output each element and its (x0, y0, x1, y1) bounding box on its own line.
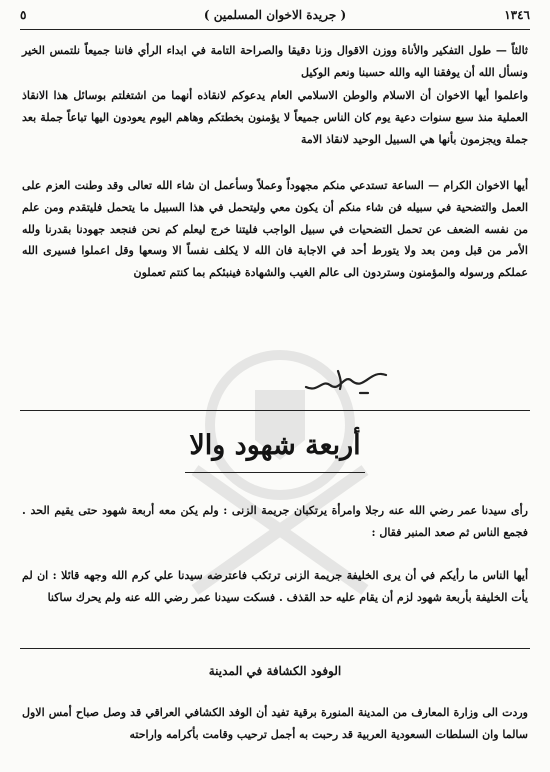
article2-paragraph-1: رأى سيدنا عمر رضي الله عنه رجلا وامرأة يرتكبان جريمة الزنى : ولم يكن معه أربعة شهود حتى يقيم الحد . فجمع الناس ثم صعد المنبر فقال : (22, 504, 528, 539)
signature-hassan-al-banna (300, 363, 390, 399)
header-rule (20, 29, 530, 30)
article1-paragraph-3: أيها الاخوان الكرام — الساعة تستدعي منكم مجهوداً وعملاً وسأعمل ان شاء الله تعالى وقد وطنت العزم على العمل والتضحية في سبيله فن شاء منكم أن يكون معي وليتحمل في هذا السبيل ما يتحمل فليتقدم ومن علم من نفسه الضعف عن تحمل التضحيات في سبيل الواجب فليتنا خرج ليعلم كم نحن فنجعد جهودنا بقدرنا ولله الأمر من قبل ومن بعد ولا يتورط أحد في الاجابة فان الله لا يكلف نفساً الا وسعها وقل اعملوا فسيرى الله عملكم ورسوله والمؤمنون وستردون الى عالم الغيب والشهادة فينبئكم بما كنتم تعملون (22, 179, 528, 280)
article3-paragraph-1: وردت الى وزارة المعارف من المدينة المنورة برقية تفيد أن الوفد الكشافي العراقي قد وصل صباح أمس الاول سالما وان السلطات السعودية العربية قد رحبت به أجمل ترحيب وقامت بأكرامه واراحته (22, 706, 528, 741)
section-divider-2 (20, 648, 530, 649)
article3-title: الوفود الكشافة في المدينة (208, 664, 342, 678)
header-page-number: ٥ (20, 8, 27, 22)
article2-title-underline (185, 472, 365, 473)
header-newspaper-title: ( جريدة الاخوان المسلمين ) (203, 8, 347, 22)
section-divider (20, 410, 530, 411)
header-year: ١٣٤٦ (504, 8, 530, 22)
article2-paragraph-2: أيها الناس ما رأيكم في أن يرى الخليفة جريمة الزنى ترتكب فاعترضه سيدنا علي كرم الله وجهه قائلا : ان لم يأت الخليفة بأربعة شهود لزم أن يقام عليه حد القذف . فسكت سيدنا عمر رضي الله عنه ولم يحرك ساكنا (22, 569, 528, 604)
article1-paragraph-2: واعلموا أيها الاخوان أن الاسلام والوطن الاسلامي العام يدعوكم لانقاذه أنهما من اشتغلتم بوسائل هذا الانقاذ العملية منذ سبع سنوات دعية يوم كان الناس جميعاً لا يؤمنون بخطتكم وهاهم اليوم يعودون اليها تباعاً جملة بعد جملة ويجزمون بأنها هي السبيل الوحيد لانقاذ الامة (22, 89, 528, 146)
article2-title: أربعة شهود والا (189, 430, 361, 461)
page-header (20, 8, 530, 26)
article1-paragraph-1: ثالثاً — طول التفكير والأناة ووزن الاقوال وزنا دقيقا والصراحة التامة في ابداء الرأي فاننا جميعاً نلتمس الخير ونسأل الله أن يوفقنا اليه والله حسبنا ونعم الوكيل (22, 44, 528, 79)
